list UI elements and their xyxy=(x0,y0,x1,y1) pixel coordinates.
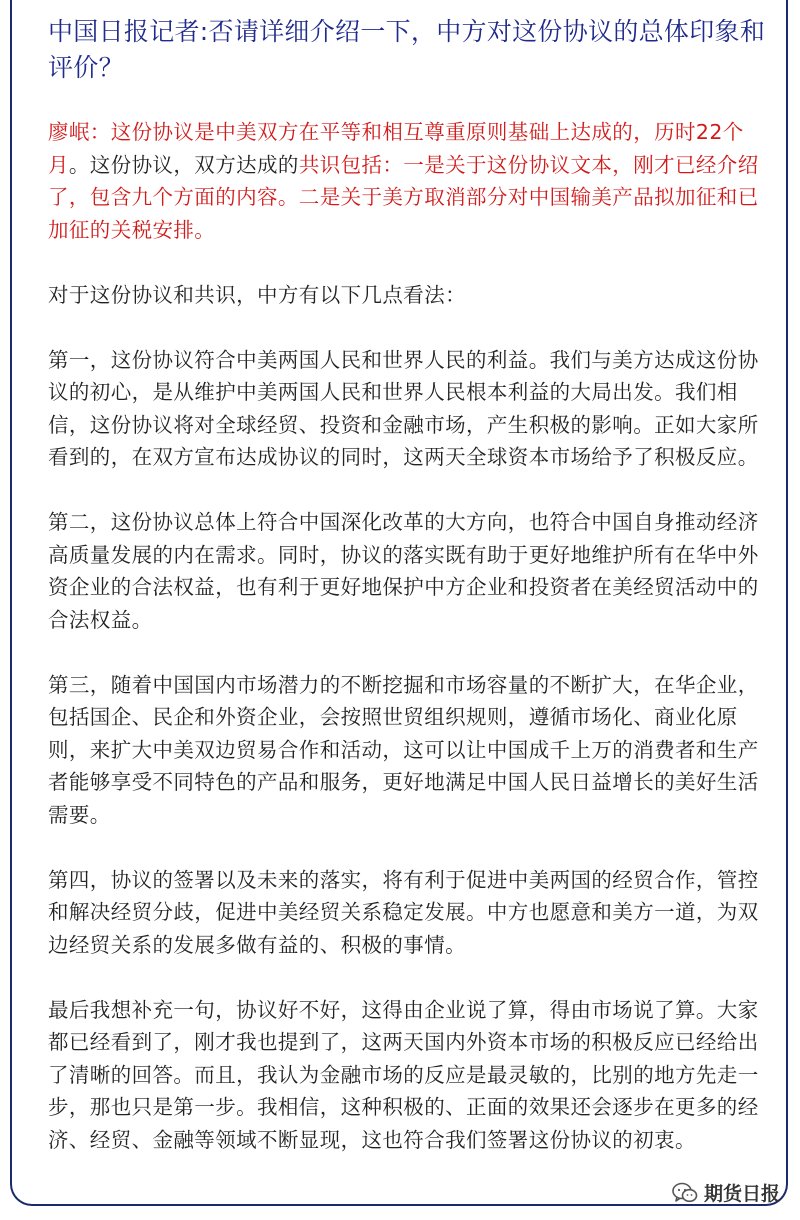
wechat-icon xyxy=(672,1182,698,1204)
paragraph-last: 最后我想补充一句，协议好不好，这得由企业说了算，得由市场说了算。大家都已经看到了，刚才我也提到了，这两天国内外资本市场的积极反应已经给出了清晰的回答。而且，我认为金融市场的反应是最灵敏的，比别的地方先走一步，那也只是第一步。我相信，这种积极的、正面的效果还会逐步在更多的经济、经贸、金融等领域不断显现，这也符合我们签署这份协议的初衷。 xyxy=(48,997,759,1152)
paragraph-views: 对于这份协议和共识，中方有以下几点看法： xyxy=(48,282,466,307)
paragraph-third: 第三，随着中国国内市场潜力的不断挖掘和市场容量的不断扩大，在华企业，包括国企、民企和外资企业，会按照世贸组织规则，遵循市场化、商业化原则，来扩大中美双边贸易合作和活动，这可以让中国成千上万的消费者和生产者能够享受不同特色的产品和服务，更好地满足中国人民日益增长的美好生活需要。 xyxy=(48,672,759,827)
source-watermark xyxy=(672,1179,780,1206)
speaker-label: 廖岷： xyxy=(48,120,111,144)
paragraph-fourth: 第四，协议的签署以及未来的落实，将有利于促进中美两国的经贸合作，管控和解决经贸分歧，促进中美经贸关系稳定发展。中方也愿意和美方一道，为双边经贸关系的发展多做有益的、积极的事情。 xyxy=(48,867,759,957)
question-heading: 中国日报记者:否请详细介绍一下，中方对这份协议的总体印象和评价？ xyxy=(48,17,766,82)
intro-text-1: 。这份协议，双方达成的 xyxy=(68,152,299,177)
intro-highlight-1: 这份协议是中美双方在平等和相互尊重原则基础上达成的，历时22个月 xyxy=(48,120,744,177)
answer-intro xyxy=(48,116,778,246)
intro-highlight-2: 共识包括：一是关于这份协议文本，刚才已经介绍了，包含九个方面的内容。二是关于美方取消部分对中国输美产品拟加征和已加征的关税安排。 xyxy=(48,152,759,242)
paragraph-first: 第一，这份协议符合中美两国人民和世界人民的利益。我们与美方达成这份协议的初心，是从维护中美两国人民和世界人民根本利益的大局出发。我们相信，这份协议将对全球经贸、投资和金融市场，产生积极的影响。正如大家所看到的，在双方宣布达成协议的同时，这两天全球资本市场给予了积极反应。 xyxy=(48,347,759,469)
watermark-label: 期货日报 xyxy=(703,1183,780,1205)
answer-body xyxy=(48,116,778,1189)
paragraph-second: 第二，这份协议总体上符合中国深化改革的大方向，也符合中国自身推动经济高质量发展的内在需求。同时，协议的落实既有助于更好地维护所有在华中外资企业的合法权益，也有利于更好地保护中方企业和投资者在美经贸活动中的合法权益。 xyxy=(48,510,759,632)
content-frame xyxy=(10,0,788,1206)
